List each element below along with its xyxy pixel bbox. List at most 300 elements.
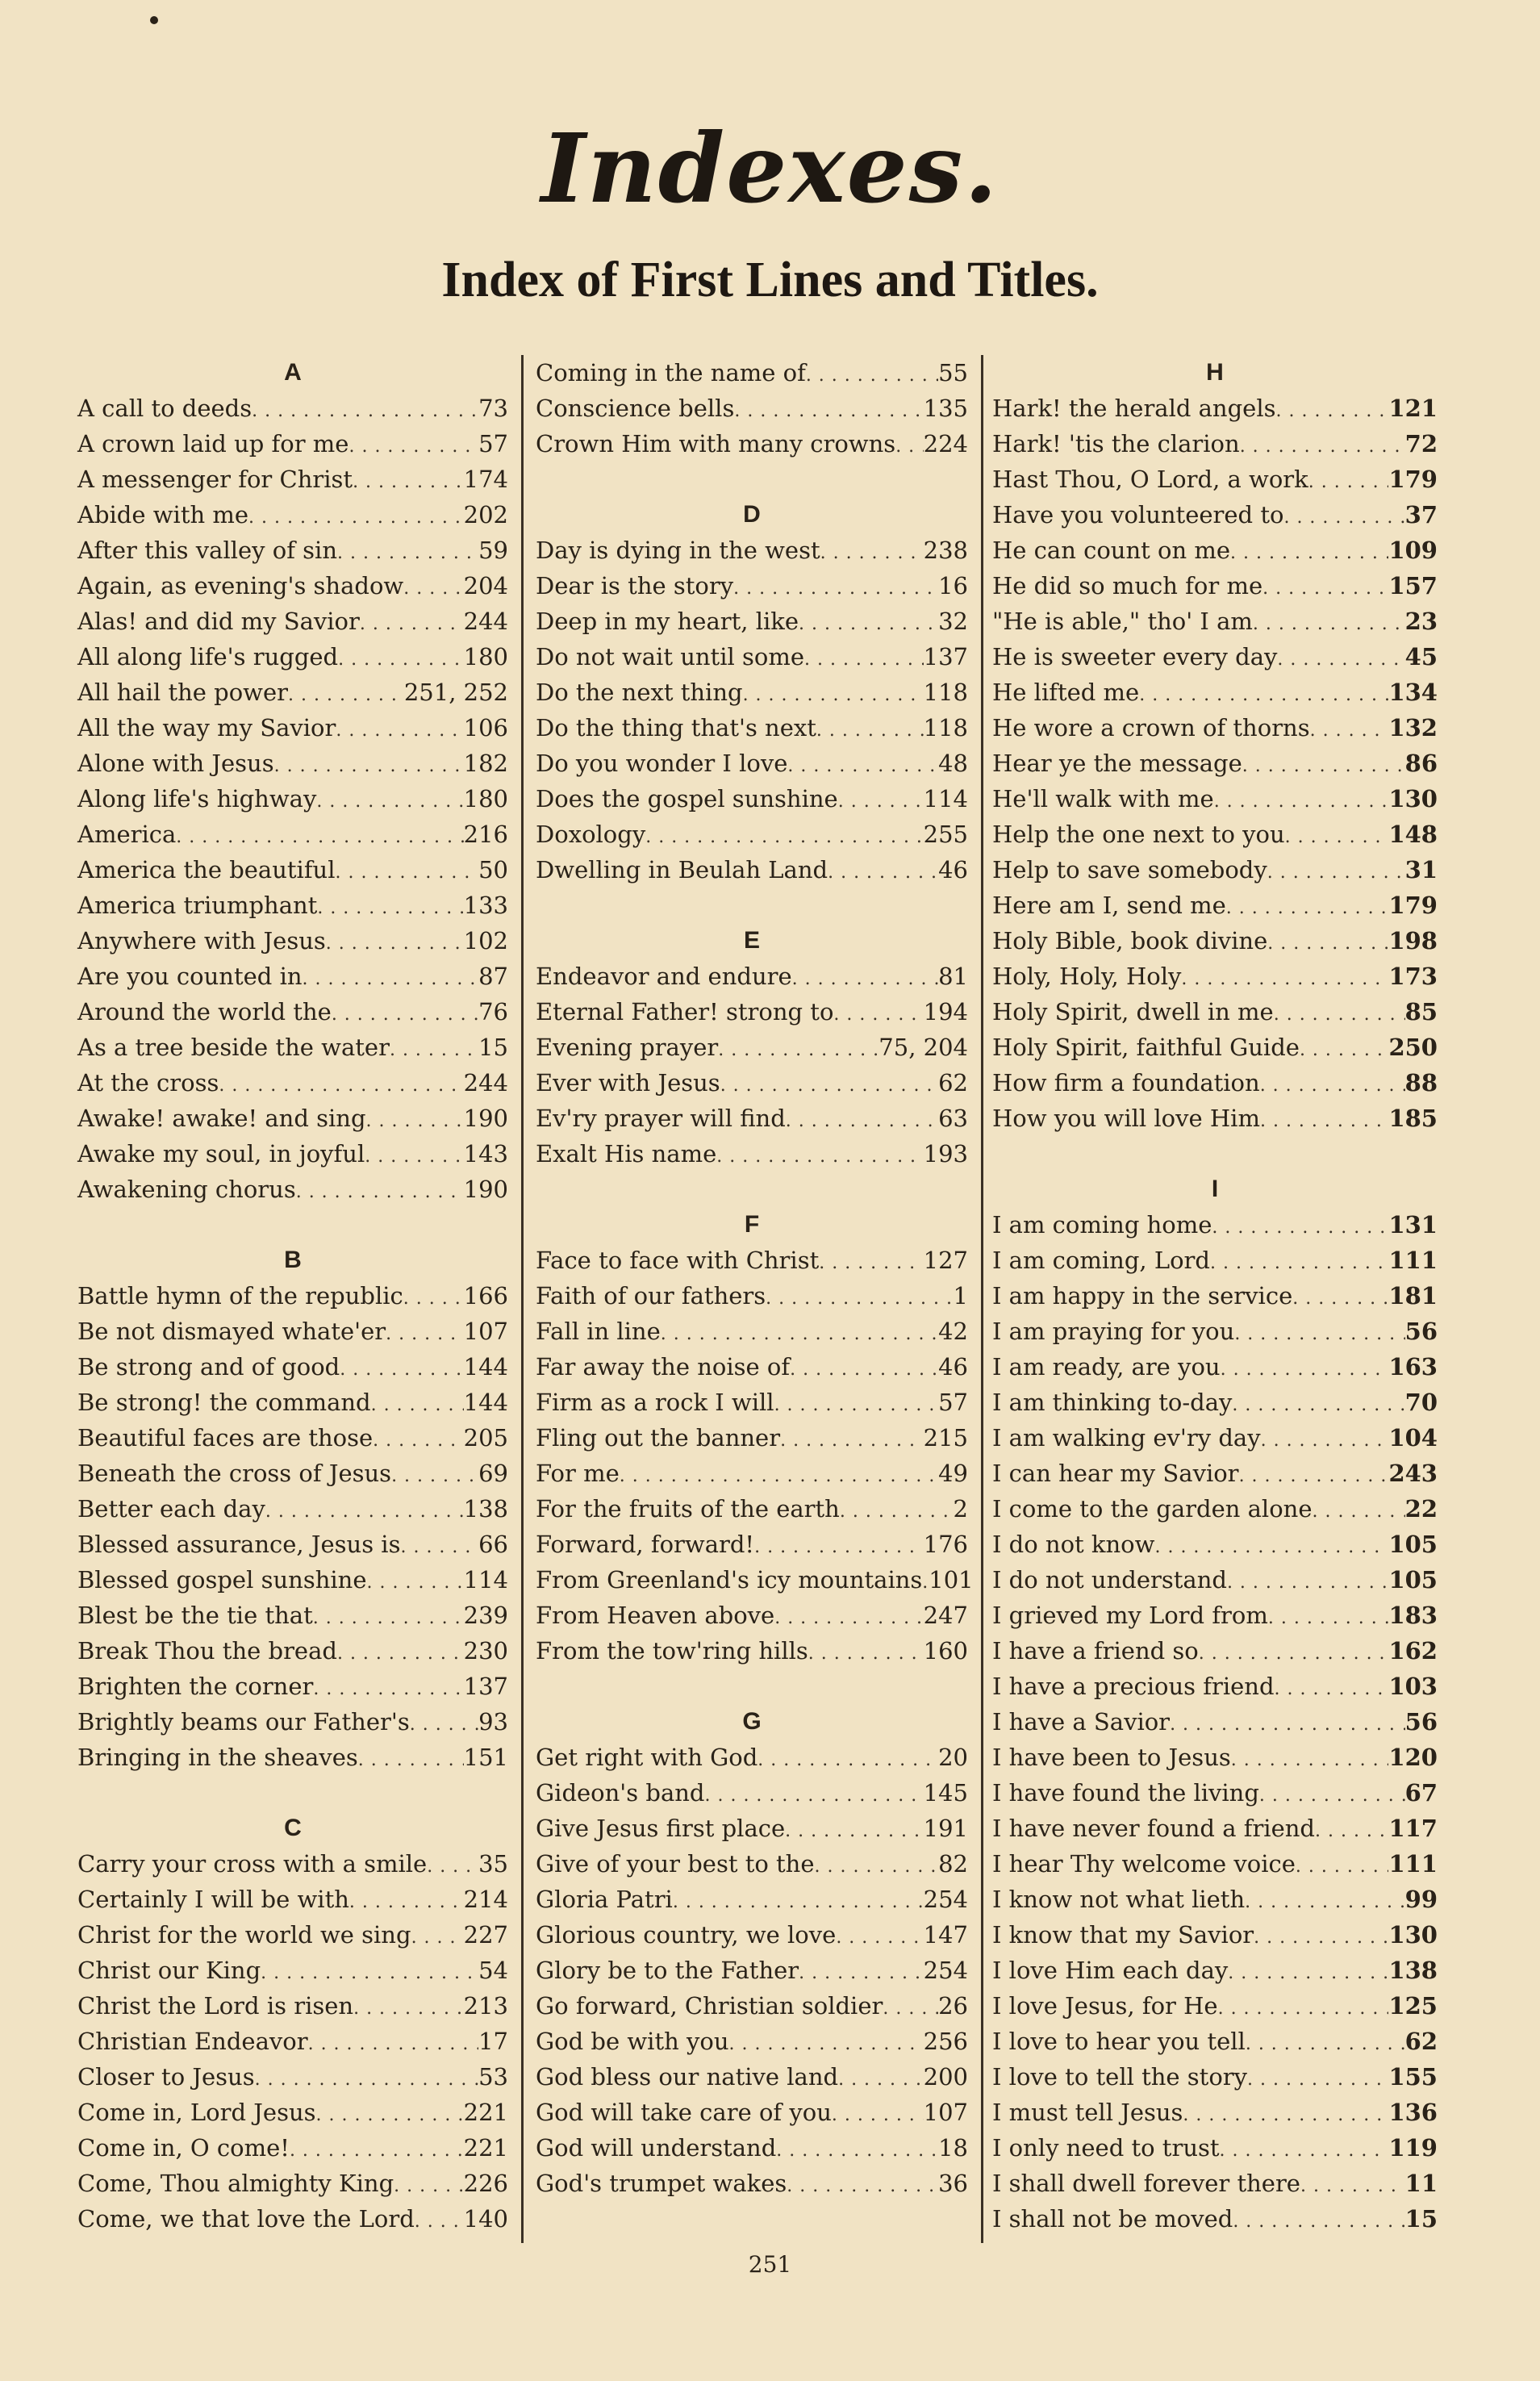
dot-leader <box>176 817 463 852</box>
dot-leader <box>1220 2130 1389 2166</box>
index-entry <box>77 1846 508 1882</box>
entry-title: All the way my Savior <box>77 714 336 741</box>
index-entry <box>77 923 508 959</box>
index-entry <box>992 1740 1438 1775</box>
entry-page-number: 226 <box>463 2170 508 2197</box>
entry-title: Gloria Patri <box>536 1886 673 1913</box>
dot-leader <box>1245 1882 1405 1917</box>
index-entry <box>77 1917 508 1953</box>
index-entry <box>536 1917 968 1953</box>
entry-title: Brightly beams our Father's <box>77 1708 410 1736</box>
entry-page-number: 1 <box>953 1282 968 1310</box>
index-entry <box>992 1420 1438 1456</box>
entry-title: Christ the Lord is risen <box>77 1992 354 2020</box>
dot-leader <box>1292 1278 1388 1314</box>
dot-leader <box>645 817 923 852</box>
entry-title: I hear Thy welcome voice <box>992 1850 1296 1878</box>
entry-page-number: 46 <box>938 856 968 883</box>
index-entry <box>77 1562 508 1598</box>
dot-leader <box>303 959 479 994</box>
dot-leader <box>348 426 478 462</box>
entry-page-number: 15 <box>478 1034 508 1061</box>
entry-title: Does the gospel sunshine <box>536 785 838 812</box>
entry-title: Endeavor and endure <box>536 963 792 990</box>
entry-page-number: 118 <box>923 714 968 741</box>
index-entry <box>536 2059 968 2095</box>
entry-title: Exalt His name <box>536 1140 717 1168</box>
entry-title: Coming in the name of <box>536 359 806 386</box>
entry-title: God will understand <box>536 2134 777 2162</box>
index-entry <box>992 2059 1438 2095</box>
dot-leader <box>1315 1811 1388 1846</box>
index-entry <box>992 391 1438 426</box>
entry-title: Christ our King <box>77 1957 261 1984</box>
dot-leader <box>1260 1101 1388 1136</box>
entry-title: I grieved my Lord from <box>992 1602 1268 1629</box>
dot-leader <box>883 1988 938 2024</box>
entry-page-number: 63 <box>938 1105 968 1132</box>
index-entry <box>77 2024 508 2059</box>
index-entry <box>992 1030 1438 1065</box>
entry-page-number: 148 <box>1388 821 1438 848</box>
entry-title: I must tell Jesus <box>992 2099 1183 2126</box>
entry-title: I love Him each day <box>992 1957 1229 1984</box>
index-entry <box>77 2095 508 2130</box>
entry-title: I know that my Savior <box>992 1921 1254 1949</box>
dot-leader <box>895 426 923 462</box>
entry-title: I only need to trust <box>992 2134 1220 2162</box>
dot-leader <box>1170 1704 1405 1740</box>
entry-title: Awake my soul, in joyful <box>77 1140 365 1168</box>
entry-title: Ever with Jesus <box>536 1069 720 1097</box>
dot-leader <box>353 462 464 497</box>
entry-title: I have a Savior <box>992 1708 1171 1736</box>
entry-page-number: 256 <box>923 2028 968 2055</box>
entry-title: Brighten the corner <box>77 1673 314 1700</box>
index-entry <box>992 1456 1438 1491</box>
entry-page-number: 85 <box>1404 998 1438 1026</box>
index-entry <box>992 1207 1438 1243</box>
index-entry <box>77 568 508 604</box>
entry-page-number: 151 <box>463 1744 508 1771</box>
dot-leader <box>1283 497 1404 533</box>
entry-title: Awake! awake! and sing <box>77 1105 366 1132</box>
entry-page-number: 86 <box>1404 750 1438 777</box>
entry-page-number: 111 <box>1388 1247 1438 1274</box>
entry-page-number: 131 <box>1388 1211 1438 1239</box>
dot-leader <box>365 1136 463 1172</box>
entry-title: I am coming, Lord <box>992 1247 1210 1274</box>
index-entry <box>992 1988 1438 2024</box>
index-entry <box>77 2166 508 2201</box>
index-entry <box>536 781 968 817</box>
entry-page-number: 239 <box>463 1602 508 1629</box>
index-entry <box>536 959 968 994</box>
index-column-2 <box>536 355 974 2247</box>
index-entry <box>77 533 508 568</box>
index-entry <box>77 710 508 746</box>
entry-page-number: 53 <box>478 2063 508 2091</box>
index-entry <box>77 1136 508 1172</box>
dot-leader <box>1300 1030 1389 1065</box>
dot-leader <box>733 568 938 604</box>
entry-page-number: 173 <box>1388 963 1438 990</box>
entry-title: Ev'ry prayer will find <box>536 1105 786 1132</box>
entry-page-number: 254 <box>923 1957 968 1984</box>
index-entry <box>992 1101 1438 1136</box>
entry-title: I am walking ev'ry day <box>992 1424 1261 1452</box>
entry-page-number: 193 <box>923 1140 968 1168</box>
dot-leader <box>1310 710 1389 746</box>
entry-title: America the beautiful <box>77 856 336 883</box>
entry-title: Go forward, Christian soldier <box>536 1992 883 2020</box>
index-entry <box>536 1527 968 1562</box>
dot-leader <box>1227 1562 1389 1598</box>
entry-page-number: 31 <box>1404 856 1438 883</box>
section-spacer <box>536 462 968 497</box>
entry-page-number: 144 <box>463 1389 508 1416</box>
dot-leader <box>1233 2201 1404 2237</box>
index-entry <box>77 888 508 923</box>
index-entry <box>992 1633 1438 1669</box>
entry-page-number: 250 <box>1388 1034 1438 1061</box>
index-entry <box>77 817 508 852</box>
entry-title: Forward, forward! <box>536 1531 755 1558</box>
index-entry <box>77 959 508 994</box>
entry-page-number: 105 <box>1388 1531 1438 1558</box>
entry-title: I have been to Jesus <box>992 1744 1231 1771</box>
dot-leader <box>754 1527 924 1562</box>
dot-leader <box>799 604 938 639</box>
entry-page-number: 136 <box>1388 2099 1438 2126</box>
entry-page-number: 221 <box>463 2099 508 2126</box>
entry-title: Hast Thou, O Lord, a work <box>992 466 1308 493</box>
index-entry <box>77 1278 508 1314</box>
dot-leader <box>804 639 924 675</box>
column-divider <box>981 355 983 2243</box>
entry-title: Christ for the world we sing <box>77 1921 411 1949</box>
entry-page-number: 134 <box>1388 679 1438 706</box>
index-entry <box>77 1669 508 1704</box>
dot-leader <box>337 533 478 568</box>
index-entry <box>992 426 1438 462</box>
index-entry <box>992 852 1438 888</box>
index-entry <box>77 1314 508 1349</box>
index-entry <box>77 639 508 675</box>
entry-title: Give of your best to the <box>536 1850 815 1878</box>
entry-page-number: 137 <box>463 1673 508 1700</box>
entry-title: A crown laid up for me <box>77 430 349 457</box>
index-entry <box>77 852 508 888</box>
index-entry <box>992 1527 1438 1562</box>
index-entry <box>536 1456 968 1491</box>
entry-page-number: 105 <box>1388 1566 1438 1594</box>
index-entry <box>536 639 968 675</box>
dot-leader <box>338 639 464 675</box>
index-entry <box>536 1278 968 1314</box>
entry-page-number: 145 <box>923 1779 968 1807</box>
entry-title: Blest be the tie that <box>77 1602 313 1629</box>
index-entry <box>536 1101 968 1136</box>
index-entry <box>536 1420 968 1456</box>
dot-leader <box>1254 1917 1388 1953</box>
dot-leader <box>1240 426 1405 462</box>
section-letter: F <box>744 1211 760 1238</box>
entry-title: Get right with God <box>536 1744 758 1771</box>
index-entry <box>992 1278 1438 1314</box>
entry-title: Glorious country, we love <box>536 1921 837 1949</box>
entry-title: I can hear my Savior <box>992 1460 1239 1487</box>
index-entry <box>77 1420 508 1456</box>
index-entry <box>536 1065 968 1101</box>
index-entry <box>77 1172 508 1207</box>
dot-leader <box>806 355 938 391</box>
index-entry <box>992 1491 1438 1527</box>
index-entry <box>992 1953 1438 1988</box>
index-entry <box>992 2024 1438 2059</box>
entry-page-number: 135 <box>923 395 968 422</box>
index-entry <box>992 1704 1438 1740</box>
entry-title: From Greenland's icy mountains <box>536 1566 923 1594</box>
entry-title: Alone with Jesus <box>77 750 274 777</box>
entry-page-number: 176 <box>923 1531 968 1558</box>
index-column-3 <box>992 355 1438 2247</box>
dot-leader <box>840 1491 954 1527</box>
entry-title: Doxology <box>536 821 646 848</box>
entry-page-number: 66 <box>478 1531 508 1558</box>
dot-leader <box>290 2130 464 2166</box>
entry-title: I love to hear you tell <box>992 2028 1246 2055</box>
index-entry <box>992 1065 1438 1101</box>
entry-page-number: 247 <box>923 1602 968 1629</box>
dot-leader <box>1277 639 1404 675</box>
entry-page-number: 32 <box>938 608 968 635</box>
entry-page-number: 88 <box>1404 1069 1438 1097</box>
entry-title: Along life's highway <box>77 785 317 812</box>
entry-page-number: 143 <box>463 1140 508 1168</box>
entry-title: I love Jesus, for He <box>992 1992 1218 2020</box>
entry-page-number: 93 <box>478 1708 508 1736</box>
index-entry <box>77 1633 508 1669</box>
entry-page-number: 16 <box>938 572 968 599</box>
entry-page-number: 221 <box>463 2134 508 2162</box>
dot-leader <box>820 533 924 568</box>
index-entry <box>77 497 508 533</box>
index-entry <box>992 675 1438 710</box>
dot-leader <box>1247 2059 1388 2095</box>
dot-leader <box>410 1704 478 1740</box>
index-entry <box>536 533 968 568</box>
entry-title: Again, as evening's shadow <box>77 572 404 599</box>
section-letter: G <box>742 1708 762 1735</box>
entry-page-number: 138 <box>1388 1957 1438 1984</box>
dot-leader <box>1242 746 1405 781</box>
dot-leader <box>1274 994 1405 1030</box>
entry-title: I do not understand <box>992 1566 1227 1594</box>
index-entry <box>992 497 1438 533</box>
entry-title: He'll walk with me <box>992 785 1214 812</box>
section-spacer <box>536 1669 968 1704</box>
section-letter: B <box>284 1247 302 1273</box>
entry-page-number: 191 <box>923 1815 968 1842</box>
index-entry <box>992 568 1438 604</box>
entry-page-number: 114 <box>463 1566 508 1594</box>
entry-page-number: 181 <box>1388 1282 1438 1310</box>
entry-title: Glory be to the Father <box>536 1957 799 1984</box>
entry-title: Abide with me <box>77 501 249 528</box>
entry-title: Deep in my heart, like <box>536 608 799 635</box>
entry-title: I have found the living <box>992 1779 1259 1807</box>
entry-title: Holy, Holy, Holy <box>992 963 1182 990</box>
entry-page-number: 107 <box>923 2099 968 2126</box>
entry-page-number: 35 <box>478 1850 508 1878</box>
entry-title: I have never found a friend <box>992 1815 1315 1842</box>
dot-leader <box>816 710 924 746</box>
index-entry <box>536 2095 968 2130</box>
index-entry <box>992 1917 1438 1953</box>
dot-leader <box>1313 1491 1405 1527</box>
index-entry <box>536 1811 968 1846</box>
dot-leader <box>1199 1633 1389 1669</box>
dot-leader <box>1139 675 1388 710</box>
entry-title: After this valley of sin <box>77 537 338 564</box>
dot-leader <box>274 746 464 781</box>
index-entry <box>992 1811 1438 1846</box>
index-entry <box>536 1775 968 1811</box>
entry-title: He did so much for me <box>992 572 1263 599</box>
entry-page-number: 160 <box>923 1637 968 1665</box>
dot-leader <box>252 391 478 426</box>
index-entry <box>536 1633 968 1669</box>
section-spacer <box>536 1172 968 1207</box>
index-entry <box>536 1491 968 1527</box>
index-entry <box>992 923 1438 959</box>
dot-leader <box>766 1278 953 1314</box>
index-entry <box>77 746 508 781</box>
entry-page-number: 82 <box>938 1850 968 1878</box>
dot-leader <box>265 1491 464 1527</box>
index-entry <box>77 1349 508 1385</box>
dot-leader <box>799 1953 923 1988</box>
index-entry <box>536 1349 968 1385</box>
dot-leader <box>1214 781 1389 817</box>
dot-leader <box>1253 604 1405 639</box>
dot-leader <box>316 781 463 817</box>
index-entry <box>77 1740 508 1775</box>
entry-page-number: 200 <box>923 2063 968 2091</box>
entry-title: Do you wonder I love <box>536 750 788 777</box>
entry-page-number: 56 <box>1404 1318 1438 1345</box>
entry-page-number: 119 <box>1388 2134 1438 2162</box>
dot-leader <box>833 994 923 1030</box>
entry-page-number: 45 <box>1404 643 1438 670</box>
dot-leader <box>313 1669 463 1704</box>
entry-page-number: 180 <box>463 643 508 670</box>
entry-page-number: 213 <box>463 1992 508 2020</box>
dot-leader <box>219 1065 463 1101</box>
index-entry <box>536 675 968 710</box>
entry-title: I am happy in the service <box>992 1282 1293 1310</box>
entry-title: America triumphant <box>77 892 318 919</box>
page-title: Indexes. <box>540 112 1000 224</box>
entry-title: I love to tell the story <box>992 2063 1248 2091</box>
entry-page-number: 70 <box>1404 1389 1438 1416</box>
index-entry <box>77 994 508 1030</box>
dot-leader <box>349 1882 464 1917</box>
index-entry <box>992 1385 1438 1420</box>
entry-title: God be with you <box>536 2028 729 2055</box>
index-entry <box>536 1598 968 1633</box>
dot-leader <box>819 1243 923 1278</box>
dot-leader <box>792 959 938 994</box>
dot-leader <box>1183 2095 1388 2130</box>
dot-leader <box>704 1775 923 1811</box>
index-entry <box>536 604 968 639</box>
index-entry <box>992 1882 1438 1917</box>
index-entry <box>992 639 1438 675</box>
entry-title: Here am I, send me <box>992 892 1226 919</box>
index-entry <box>77 2130 508 2166</box>
entry-page-number: 230 <box>463 1637 508 1665</box>
entry-page-number: 127 <box>923 1247 968 1274</box>
entry-page-number: 114 <box>923 785 968 812</box>
entry-page-number: 104 <box>1388 1424 1438 1452</box>
entry-page-number: 215 <box>923 1424 968 1452</box>
entry-page-number: 227 <box>463 1921 508 1949</box>
dot-leader <box>1268 1598 1389 1633</box>
entry-title: Help to save somebody <box>992 856 1267 883</box>
entry-title: Faith of our fathers <box>536 1282 766 1310</box>
index-entry <box>77 1882 508 1917</box>
entry-title: Do not wait until some <box>536 643 804 670</box>
entry-title: Around the world the <box>77 998 332 1026</box>
entry-page-number: 76 <box>478 998 508 1026</box>
dot-leader <box>787 2166 938 2201</box>
entry-title: Gideon's band <box>536 1779 705 1807</box>
dot-leader <box>255 2059 478 2095</box>
section-letter: I <box>1211 1176 1219 1202</box>
index-entry <box>536 1030 968 1065</box>
dot-leader <box>261 1953 478 1988</box>
entry-page-number: 2 <box>953 1495 968 1523</box>
entry-title: Have you volunteered to <box>992 501 1284 528</box>
index-entry <box>536 710 968 746</box>
dot-leader <box>1308 462 1389 497</box>
index-entry <box>536 1882 968 1917</box>
index-entry <box>536 1562 974 1598</box>
entry-page-number: 17 <box>478 2028 508 2055</box>
entry-page-number: 204 <box>463 572 508 599</box>
dot-leader <box>1154 1527 1388 1562</box>
entry-page-number: 50 <box>478 856 508 883</box>
dot-leader <box>734 391 923 426</box>
entry-title: He wore a crown of thorns <box>992 714 1310 741</box>
entry-title: God will take care of you <box>536 2099 832 2126</box>
entry-title: Come, Thou almighty King <box>77 2170 394 2197</box>
entry-title: I am ready, are you <box>992 1353 1221 1381</box>
entry-page-number: 194 <box>923 998 968 1026</box>
dot-leader <box>1300 2166 1405 2201</box>
entry-title: Blessed gospel sunshine <box>77 1566 367 1594</box>
entry-title: A call to deeds <box>77 395 252 422</box>
entry-page-number: 182 <box>463 750 508 777</box>
dot-leader <box>815 1846 939 1882</box>
entry-page-number: 205 <box>463 1424 508 1452</box>
index-entry <box>536 1846 968 1882</box>
entry-page-number: 42 <box>938 1318 968 1345</box>
index-entry <box>536 1988 968 2024</box>
entry-page-number: 190 <box>463 1105 508 1132</box>
